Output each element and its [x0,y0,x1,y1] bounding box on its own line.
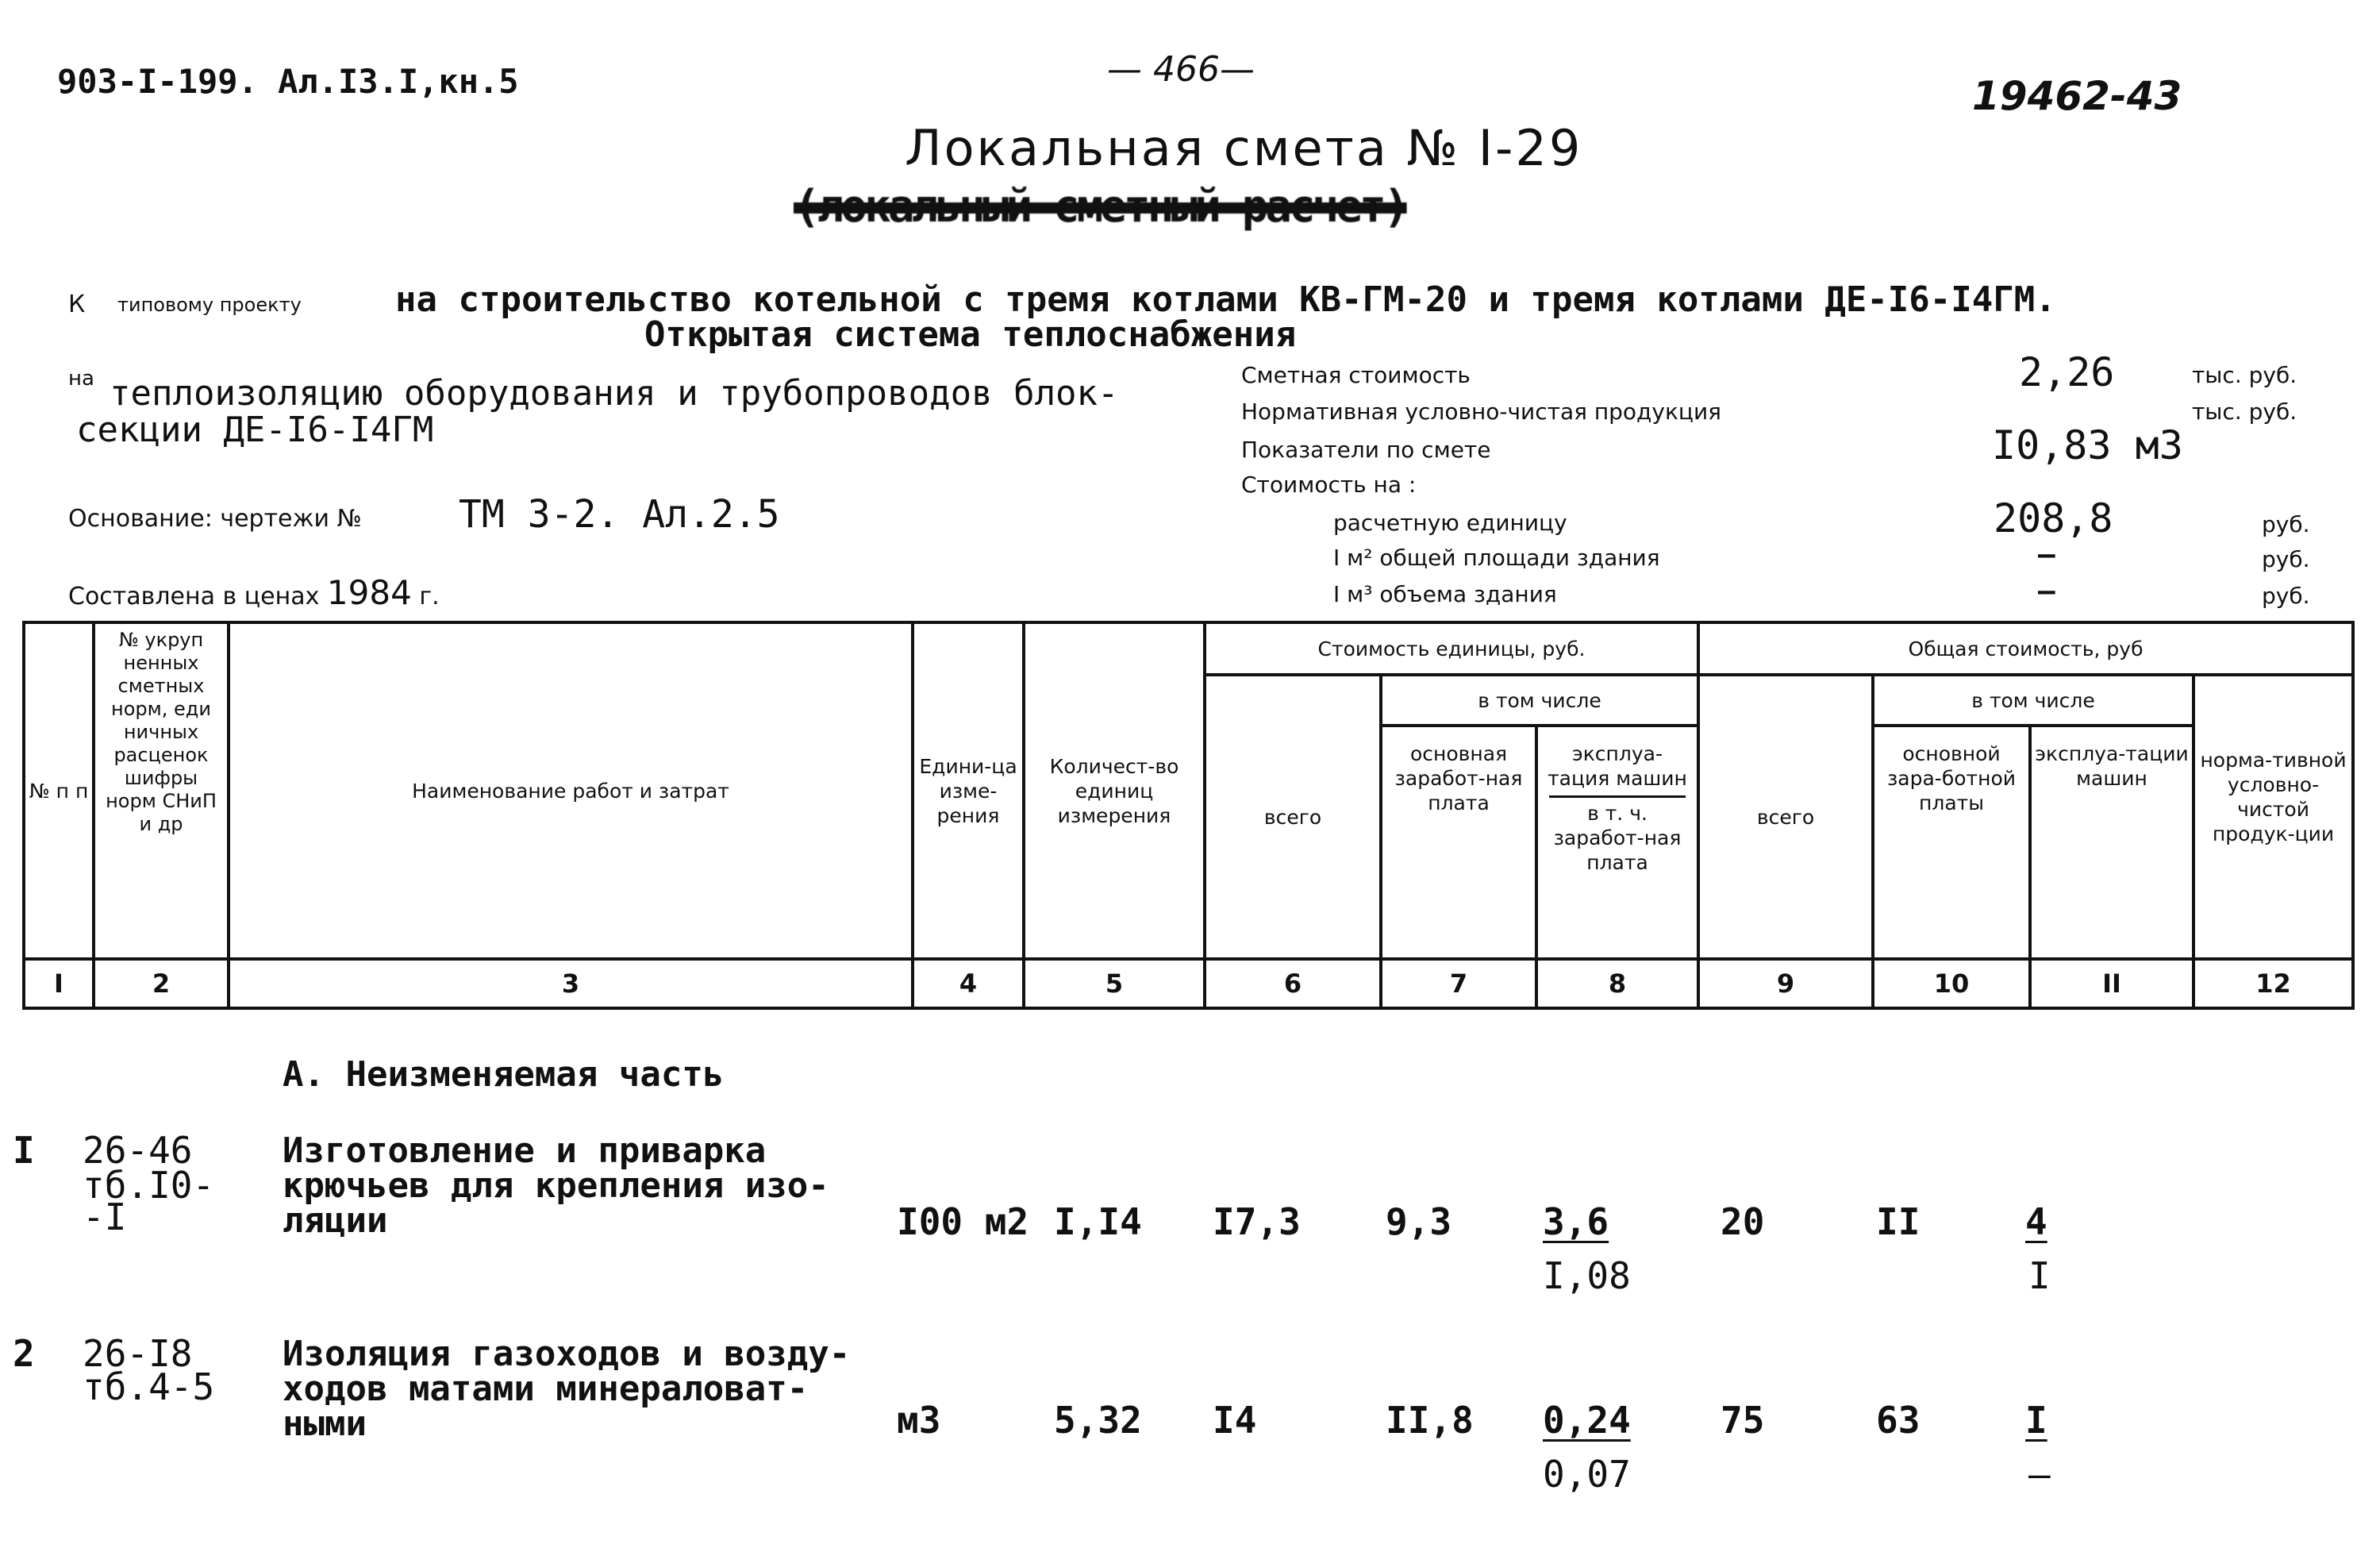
row-name-line: ляции [283,1200,388,1241]
row-sum-total: 75 [1721,1399,1765,1442]
col-header-num: № п п [24,622,94,959]
row-unit-salary: II,8 [1386,1399,1474,1442]
col-header-unit: Едини-ца изме-рения [913,622,1024,959]
col-header-salary: основная заработ-ная плата [1381,726,1536,959]
col-number-12: 12 [2194,959,2353,1008]
col-header-machines [1536,726,1698,959]
col-number-10: 10 [1873,959,2030,1008]
col-number-7: 7 [1381,959,1536,1008]
row-name-line: ными [283,1404,367,1444]
document-code: 903-I-199. Ал.I3.I,кн.5 [57,62,519,101]
row-sum-machines-salary: I [2028,1254,2051,1297]
prices-label-after: г. [419,583,440,610]
row-unit-total: I4 [1213,1399,1257,1442]
project-system: Открытая система теплоснабжения [644,314,1297,355]
col-header-qty: Количест-во единиц измерения [1024,622,1205,959]
col-number-3: 3 [229,959,913,1008]
col-number-5: 5 [1024,959,1205,1008]
row-sum-machines-salary: – [2028,1453,2051,1496]
group-header-total-cost: Общая стоимость, руб [1698,622,2353,675]
row-name-line: ходов матами минераловат- [283,1369,809,1409]
col-number-2: 2 [94,959,229,1008]
col-header-sum-total: всего [1698,675,1873,959]
incl-header-unit: в том числе [1381,675,1698,726]
per-area-label: I м² общей площади здания [1333,545,1660,571]
row-code-line: -I [83,1196,127,1238]
page-number: — 466— [1107,49,1255,90]
normative-label: Нормативная условно-чистая продукция [1241,399,1721,425]
row-sum-machines: 4 [2025,1200,2047,1243]
row-unit-salary: 9,3 [1386,1200,1452,1243]
per-area-unit: руб. [2262,546,2310,572]
section-title: А. Неизменяемая часть [283,1054,725,1095]
per-area-value: – [2038,538,2055,571]
row-code-line: 26-46 [83,1129,193,1172]
col-number-1: I [24,959,94,1008]
per-volume-value: – [2038,575,2055,607]
col-number-9: 9 [1698,959,1873,1008]
estimate-header-table [22,621,2355,1010]
estimated-cost-unit: тыс. руб. [2192,362,2297,388]
col-header-name: Наименование работ и затрат [229,622,913,959]
estimated-cost-label: Сметная стоимость [1241,362,1471,388]
col-header-normative: норма-тивной условно-чистой продук-ции [2194,675,2353,959]
prices-label-before: Составлена в ценах [68,583,320,610]
basis-value: ТМ 3-2. Ал.2.5 [459,492,780,537]
group-header-unit-cost: Стоимость единицы, руб. [1205,622,1698,675]
basis-label: Основание: чертежи № [68,505,362,533]
row-unit-total: I7,3 [1213,1200,1301,1243]
estimate-title: Локальная смета № I-29 [905,119,1583,177]
object-line-2: секции ДЕ-I6-I4ГМ [76,410,434,450]
indicators-value: I0,83 м3 [1992,422,2183,468]
col-number-6: 6 [1205,959,1381,1008]
struck-subtitle: (локальный сметный расчет) [794,181,1407,233]
row-unit-machines: 3,6 [1543,1200,1609,1243]
row-unit-machines-salary: I,08 [1543,1254,1631,1297]
per-volume-unit: руб. [2262,583,2310,609]
per-volume-label: I м³ объема здания [1333,581,1557,607]
project-prefix-small: типовому проекту [117,294,302,316]
row-code-line: тб.4-5 [83,1365,215,1408]
prices-year: 1984 [326,573,412,612]
estimated-cost-value: 2,26 [2019,349,2115,395]
col-header-machines-salary: в т. ч. заработ-ная плата [1549,795,1686,875]
row-qty: 5,32 [1054,1399,1142,1442]
row-number: I [13,1129,35,1172]
row-unit-machines-salary: 0,07 [1543,1453,1631,1496]
row-sum-salary: 63 [1876,1399,1921,1442]
cost-per-label: Стоимость на : [1241,472,1417,498]
row-name-line: крючьев для крепления изо- [283,1165,829,1206]
row-name-line: Изготовление и приварка [283,1130,767,1171]
prices-label [68,573,440,612]
row-number: 2 [13,1332,35,1375]
object-prefix: на [68,367,94,391]
indicators-label: Показатели по смете [1241,437,1491,463]
row-code-line: тб.I0- [83,1164,215,1207]
col-header-sum-machines: эксплуа-тации машин [2030,726,2194,959]
normative-unit: тыс. руб. [2192,399,2297,425]
archive-number: 19462-43 [1972,73,2182,119]
col-header-machines-top: эксплуа-тация машин [1548,742,1687,790]
per-unit-unit: руб. [2262,511,2310,537]
row-unit: I00 м2 [897,1200,1029,1243]
row-sum-salary: II [1876,1200,1921,1243]
incl-header-total: в том числе [1873,675,2194,726]
project-description: на строительство котельной с тремя котлами КВ-ГМ-20 и тремя котлами ДЕ-I6-I4ГМ. [395,279,2056,320]
project-prefix: К [68,291,86,318]
col-number-8: 8 [1536,959,1698,1008]
row-unit-machines: 0,24 [1543,1399,1631,1442]
row-unit: м3 [897,1399,941,1442]
row-qty: I,I4 [1054,1200,1142,1243]
row-code-line: 26-I8 [83,1332,193,1375]
col-header-code: № укруп ненных сметных норм, еди ничных расценок шифры норм СНиП и др [94,622,229,959]
object-line-1: теплоизоляцию оборудования и трубопроводов блок- [110,373,1119,414]
row-sum-machines: I [2025,1399,2047,1442]
row-name-line: Изоляция газоходов и возду- [283,1334,851,1374]
col-header-unit-total: всего [1205,675,1381,959]
col-number-4: 4 [913,959,1024,1008]
col-header-sum-salary: основной зара-ботной платы [1873,726,2030,959]
col-number-11: II [2030,959,2194,1008]
row-sum-total: 20 [1721,1200,1765,1243]
per-unit-value: 208,8 [1994,495,2113,541]
per-unit-label: расчетную единицу [1333,510,1567,536]
